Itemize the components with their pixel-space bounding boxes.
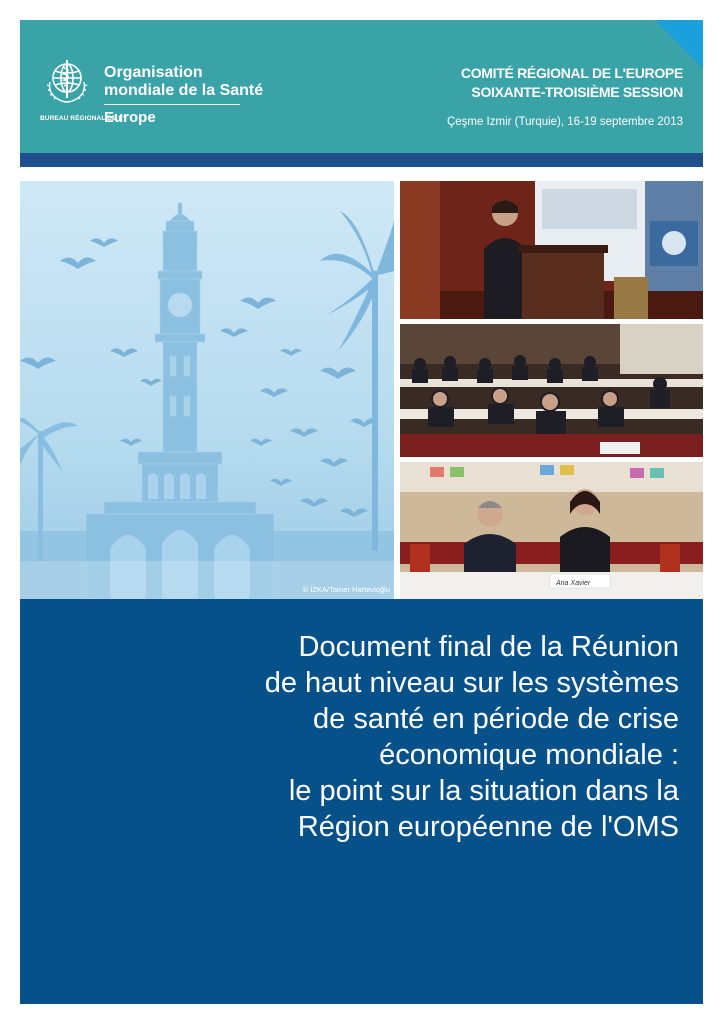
clock-tower-photo	[20, 181, 394, 599]
name-placard: Ana Xavier	[556, 580, 591, 587]
cover-page	[20, 20, 703, 1004]
assembly-illustration	[400, 324, 703, 457]
session-title: SOIXANTE-TROISIÈME SESSION	[471, 84, 683, 100]
panel-illustration	[400, 462, 703, 599]
title-line: de haut niveau sur les systèmes	[264, 667, 679, 699]
org-divider	[104, 104, 240, 105]
photo-credit: © İZKA/Tamer Hartevioğlu	[302, 585, 390, 594]
committee-title: COMITÉ RÉGIONAL DE L'EUROPE	[460, 65, 683, 81]
region-name: Europe	[104, 109, 156, 126]
header-band	[20, 20, 703, 153]
title-panel	[20, 599, 703, 1004]
navy-stripe	[20, 153, 703, 167]
org-name-line2: mondiale de la Santé	[104, 82, 264, 99]
org-name-line1: Organisation	[104, 64, 203, 81]
venue-dates: Çeşme Izmir (Turquie), 16-19 septembre 2013	[446, 116, 683, 128]
assembly-photo	[400, 324, 703, 457]
speaker-photo	[400, 181, 703, 319]
who-emblem-icon	[42, 56, 92, 106]
panel-photo	[400, 462, 703, 599]
corner-accent	[655, 20, 703, 68]
bureau-label: BUREAU RÉGIONAL DE L'	[40, 115, 125, 122]
title-line: Document final de la Réunion	[298, 631, 679, 663]
title-line: économique mondiale :	[379, 739, 679, 771]
document-title	[79, 629, 679, 845]
speaker-illustration	[400, 181, 703, 319]
title-line: de santé en période de crise	[313, 703, 679, 735]
clock-tower-illustration	[20, 181, 394, 599]
white-gap	[20, 167, 703, 181]
title-line: le point sur la situation dans la	[288, 775, 679, 807]
title-line: Région européenne de l'OMS	[297, 811, 679, 843]
